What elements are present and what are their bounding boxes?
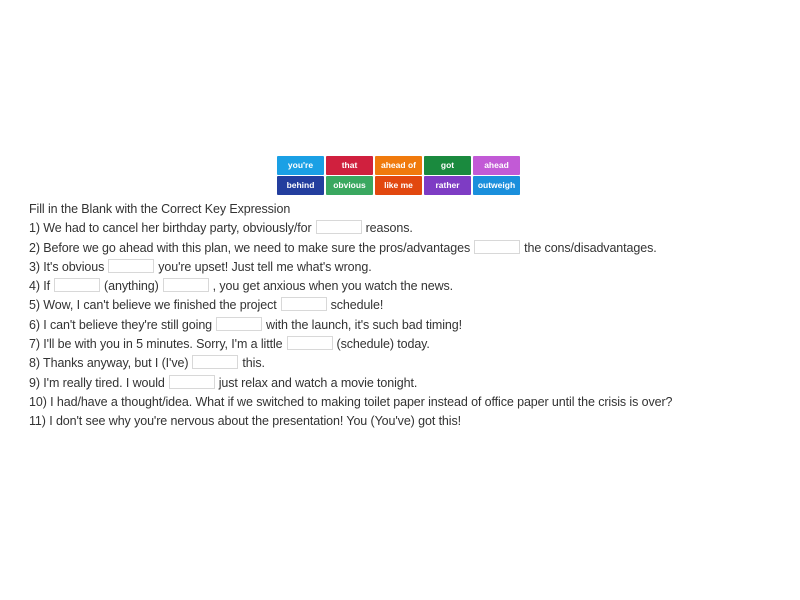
word-tile-rather[interactable]: rather	[424, 176, 471, 195]
blank-drop-zone[interactable]	[287, 336, 333, 350]
word-tile-youre[interactable]: you're	[277, 156, 324, 175]
word-tile-like-me[interactable]: like me	[375, 176, 422, 195]
word-tile-ahead-of[interactable]: ahead of	[375, 156, 422, 175]
question-4	[29, 277, 794, 296]
activity-content	[29, 200, 794, 432]
question-text: you're upset! Just tell me what's wrong.	[158, 259, 372, 274]
question-6	[29, 316, 794, 335]
question-text: , you get anxious when you watch the news.	[212, 279, 454, 294]
question-text: 1) We had to cancel her birthday party, obviously/for	[29, 221, 312, 236]
blank-drop-zone[interactable]	[192, 355, 238, 369]
question-text: 9) I'm really tired. I would	[29, 375, 165, 390]
question-text: 5) Wow, I can't believe we finished the project	[29, 298, 277, 313]
question-text: the cons/disadvantages.	[524, 240, 657, 255]
blank-drop-zone[interactable]	[169, 375, 215, 389]
blank-drop-zone[interactable]	[281, 297, 327, 311]
question-text: this.	[242, 356, 265, 371]
word-tile-ahead[interactable]: ahead	[473, 156, 520, 175]
question-text: 11) I don't see why you're nervous about the presentation! You (You've) got this!	[29, 414, 461, 429]
word-tile-behind[interactable]: behind	[277, 176, 324, 195]
question-text: with the launch, it's such bad timing!	[266, 317, 462, 332]
question-text: 3) It's obvious	[29, 259, 105, 274]
question-text: 10) I had/have a thought/idea. What if we switched to making toilet paper instead of office paper until the crisis is over?	[29, 394, 673, 409]
question-9	[29, 374, 794, 393]
blank-drop-zone[interactable]	[474, 240, 520, 254]
question-text: 4) If	[29, 279, 51, 294]
question-2	[29, 239, 794, 258]
blank-drop-zone[interactable]	[316, 220, 362, 234]
activity-title: Fill in the Blank with the Correct Key Expression	[29, 202, 291, 216]
word-tile-got[interactable]: got	[424, 156, 471, 175]
question-10	[29, 393, 794, 412]
question-text: reasons.	[365, 221, 413, 236]
word-tile-outweigh[interactable]: outweigh	[473, 176, 520, 195]
question-text: schedule!	[330, 298, 384, 313]
blank-drop-zone[interactable]	[54, 278, 100, 292]
question-text: (anything)	[104, 279, 159, 294]
question-text: 2) Before we go ahead with this plan, we need to make sure the pros/advantages	[29, 240, 471, 255]
question-text: (schedule) today.	[336, 337, 430, 352]
question-text: 7) I'll be with you in 5 minutes. Sorry, I'm a little	[29, 337, 283, 352]
question-1	[29, 219, 794, 238]
question-11	[29, 412, 794, 431]
question-text: 8) Thanks anyway, but I (I've)	[29, 356, 189, 371]
question-text: just relax and watch a movie tonight.	[218, 375, 418, 390]
question-5	[29, 296, 794, 315]
question-3	[29, 258, 794, 277]
question-8	[29, 354, 794, 373]
word-tile-obvious[interactable]: obvious	[326, 176, 373, 195]
word-tile-that[interactable]: that	[326, 156, 373, 175]
blank-drop-zone[interactable]	[216, 317, 262, 331]
blank-drop-zone[interactable]	[163, 278, 209, 292]
question-text: 6) I can't believe they're still going	[29, 317, 213, 332]
blank-drop-zone[interactable]	[108, 259, 154, 273]
word-bank	[276, 156, 522, 195]
question-7	[29, 335, 794, 354]
